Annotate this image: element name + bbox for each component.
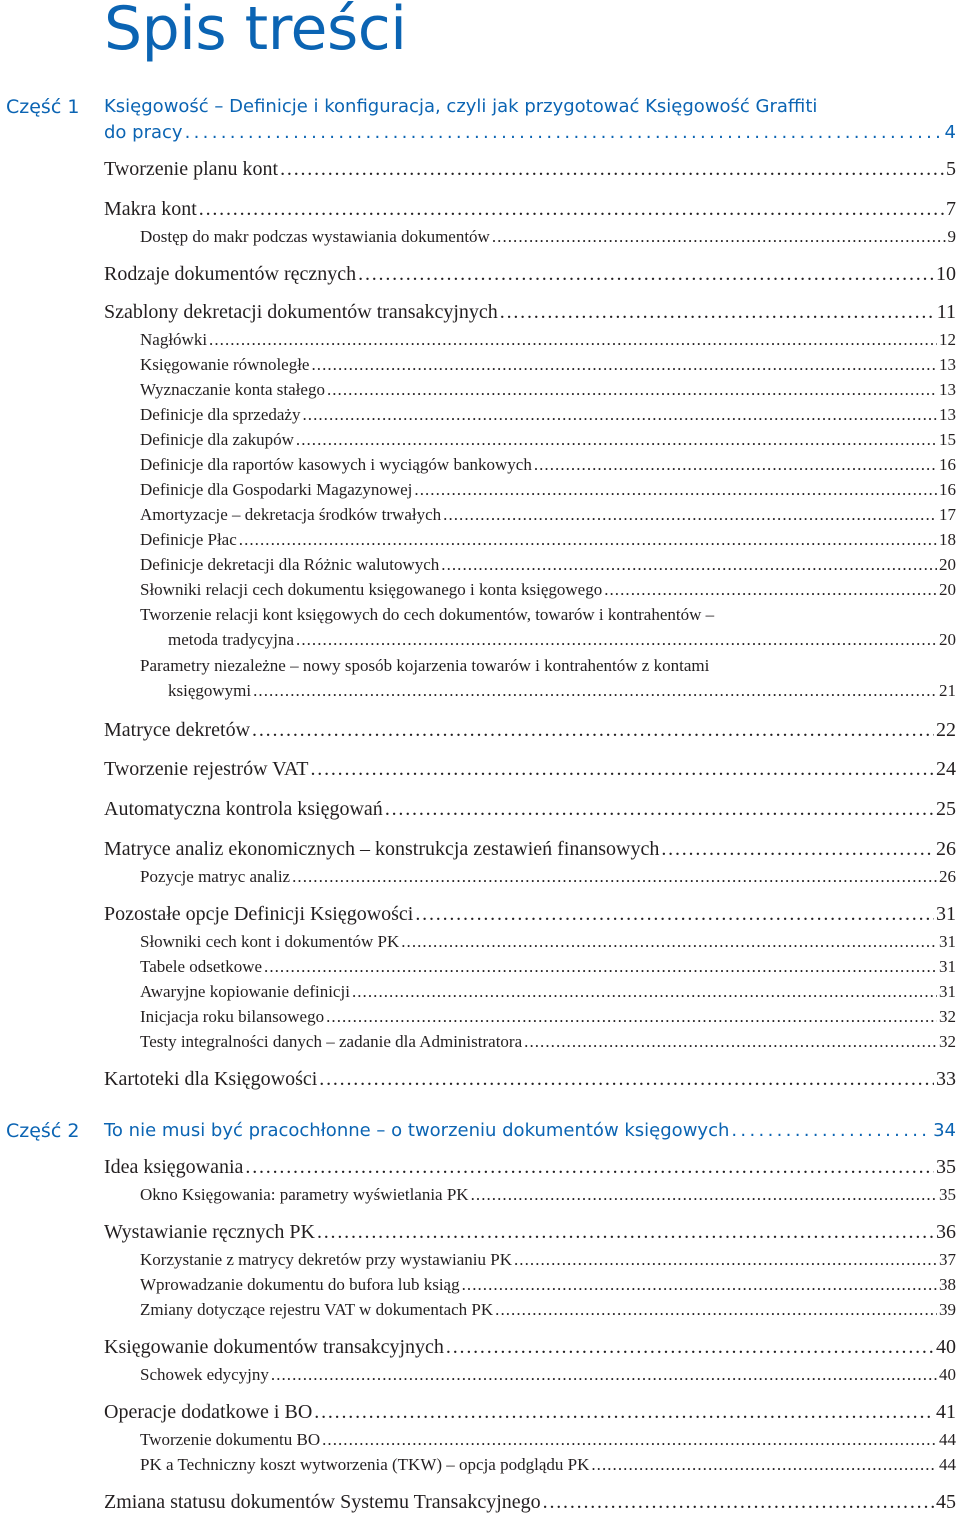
part-title[interactable] [104,1118,956,1144]
dot-leader [401,929,937,954]
dot-leader [495,1297,937,1322]
toc-entry-title: Parametry niezależne – nowy sposób kojarzenia towarów i kontrahentów z kontami [140,656,710,675]
toc-entry-line [104,155,956,183]
dot-leader [314,1398,934,1426]
toc-entry-page: 22 [936,719,956,741]
toc-entry-page: 38 [939,1275,956,1294]
toc-entry-page: 13 [939,405,956,424]
toc-entry[interactable] [104,1488,956,1516]
toc-entry[interactable] [140,1029,956,1054]
dot-leader [302,402,937,427]
dot-leader [591,1452,937,1477]
dot-leader [280,155,944,183]
toc-entry-line [140,224,956,249]
toc-entry[interactable] [104,755,956,783]
dot-leader [311,352,937,377]
toc-entry[interactable] [140,979,956,1004]
dot-leader [252,716,934,744]
toc-entry-title: Automatyczna kontrola księgowań [104,798,383,820]
toc-entry-line [140,1247,956,1272]
toc-entry-line [140,979,956,1004]
dot-leader [358,260,934,288]
dot-leader [296,427,937,452]
toc-entry[interactable] [104,195,956,223]
dot-leader [543,1488,934,1516]
toc-entry-page: 44 [939,1455,956,1474]
toc-entry-line [140,1004,956,1029]
toc-entry-title: Matryce analiz ekonomicznych – konstrukcja zestawień finansowych [104,838,660,860]
toc-entry-line [104,755,956,783]
toc-entry-title: Szablony dekretacji dokumentów transakcyjnych [104,301,498,323]
toc-entry-line [140,1182,956,1207]
toc-entry-page: 44 [939,1430,956,1449]
toc-entry-page: 20 [939,580,956,599]
dot-leader [492,224,946,249]
toc-entry-title: księgowymi [168,681,252,700]
toc-entry-page: 31 [939,932,956,951]
toc-entry-line [140,577,956,602]
toc-entry[interactable] [140,653,956,703]
toc-entry-title: To nie musi być pracochłonne – o tworzeniu dokumentów księgowych [104,1120,730,1141]
toc-entry[interactable] [140,427,956,452]
toc-entry-line [104,1218,956,1246]
toc-entry[interactable] [104,155,956,183]
toc-entry-title: Tworzenie dokumentu BO [140,1430,321,1449]
toc-entry-title: Rodzaje dokumentów ręcznych [104,263,357,285]
toc-entry-title: Definicje dla sprzedaży [140,405,301,424]
toc-entry-line [140,552,956,577]
toc-entry-line [104,1153,956,1181]
toc-entry-line [168,627,956,652]
toc-entry[interactable] [104,1153,956,1181]
toc-entry[interactable] [140,929,956,954]
toc-entry-line [104,835,956,863]
toc-entry-page: 12 [939,330,956,349]
toc-entry[interactable] [104,716,956,744]
toc-entry[interactable] [104,260,956,288]
toc-entry-title: Definicje dla raportów kasowych i wyciągów bankowych [140,455,532,474]
toc-entry[interactable] [140,1182,956,1207]
toc-entry[interactable] [140,1247,956,1272]
toc-entry-page: 9 [947,227,956,246]
toc-entry-page: 13 [939,380,956,399]
dot-leader [443,502,937,527]
dot-leader [209,327,937,352]
toc-entry[interactable] [104,1398,956,1426]
dot-leader [319,1065,934,1093]
toc-entry-line [104,1398,956,1426]
toc-entry[interactable] [140,1272,956,1297]
dot-leader [731,1118,931,1144]
toc-entry-line [104,195,956,223]
toc-entry-page: 35 [936,1156,956,1178]
toc-entry-title: Tworzenie relacji kont księgowych do cech dokumentów, towarów i kontrahentów – [140,605,715,624]
toc-entry-page: 7 [946,198,956,220]
part-label: Część 2 [6,1120,80,1142]
dot-leader [524,1029,937,1054]
toc-entry-title: Inicjacja roku bilansowego [140,1007,325,1026]
dot-leader [462,1272,937,1297]
toc-entry-title: Księgowanie dokumentów transakcyjnych [104,1336,444,1358]
toc-entry-title: Dostęp do makr podczas wystawiania dokumentów [140,227,490,246]
toc-entry-title: Słowniki relacji cech dokumentu księgowanego i konta księgowego [140,580,603,599]
dot-leader [326,1004,937,1029]
dot-leader [310,755,934,783]
toc-entry-title: Wprowadzanie dokumentu do bufora lub ksiąg [140,1275,460,1294]
part-title-line: Księgowość – Definicje i konfiguracja, czyli jak przygotować Księgowość Graffiti [104,96,818,117]
dot-leader [245,1153,934,1181]
toc-entry-line [104,260,956,288]
toc-entry-title: Tworzenie planu kont [104,158,279,180]
toc-entry-page: 33 [936,1068,956,1090]
toc-entry[interactable] [104,900,956,928]
toc-entry[interactable] [140,552,956,577]
toc-entry-page: 41 [936,1401,956,1423]
toc-entry-line [140,427,956,452]
part-label: Część 1 [6,96,80,118]
toc-entry[interactable] [140,402,956,427]
toc-entry[interactable] [140,352,956,377]
toc-entry-title: Słowniki cech kont i dokumentów PK [140,932,400,951]
toc-entry[interactable] [140,1362,956,1387]
toc-entry-title: Makra kont [104,198,197,220]
toc-entry-title: Matryce dekretów [104,719,251,741]
dot-leader [604,577,937,602]
dot-leader [500,298,935,326]
toc-entry-title: metoda tradycyjna [168,630,295,649]
part-title[interactable] [104,94,956,146]
toc-entry-line [104,1065,956,1093]
dot-leader [253,678,937,703]
toc-entry-title: Pozostałe opcje Definicji Księgowości [104,903,414,925]
toc-entry-line [140,527,956,552]
toc-entry-page: 13 [939,355,956,374]
toc-entry-page: 40 [939,1365,956,1384]
toc-entry[interactable] [140,1297,956,1322]
toc-entry-page: 15 [939,430,956,449]
toc-entry-page: 18 [939,530,956,549]
toc-entry-title: PK a Techniczny koszt wytworzenia (TKW) – opcja podglądu PK [140,1455,590,1474]
toc-entry-page: 16 [939,480,956,499]
toc-entry-page: 17 [939,505,956,524]
toc-entry[interactable] [140,377,956,402]
toc-entry-line [140,327,956,352]
toc-entry-title: Kartoteki dla Księgowości [104,1068,318,1090]
toc-entry-title: Awaryjne kopiowanie definicji [140,982,350,1001]
toc-entry-title: Nagłówki [140,330,208,349]
dot-leader [185,120,943,146]
toc-entry-page: 39 [939,1300,956,1319]
toc-entry-page: 37 [939,1250,956,1269]
toc-entry-page: 26 [936,838,956,860]
toc-entry[interactable] [140,577,956,602]
toc-entry[interactable] [104,1218,956,1246]
dot-leader [441,552,937,577]
toc-entry[interactable] [140,602,956,652]
dot-leader [385,795,934,823]
toc-entry-title: Amortyzacje – dekretacja środków trwałych [140,505,442,524]
dot-leader [446,1333,934,1361]
toc-entry-line [104,298,956,326]
toc-entry-title: Tworzenie rejestrów VAT [104,758,309,780]
toc-entry-page: 31 [939,982,956,1001]
toc-entry-line [140,1427,956,1452]
toc-entry-line [104,1488,956,1516]
toc-entry-title: Zmiana statusu dokumentów Systemu Transakcyjnego [104,1491,541,1513]
toc-entry-page: 21 [939,681,956,700]
dot-leader [199,195,944,223]
toc-entry-title: Testy integralności danych – zadanie dla Administratora [140,1032,523,1051]
dot-leader [414,477,937,502]
toc-entry-page: 31 [939,957,956,976]
toc-entry-line [104,795,956,823]
toc-entry[interactable] [104,1065,956,1093]
dot-leader [661,835,934,863]
toc-entry-page: 11 [936,301,956,323]
toc-entry-line [140,1362,956,1387]
toc-entry-line [140,929,956,954]
toc-entry-line [140,477,956,502]
toc-entry[interactable] [140,327,956,352]
dot-leader [514,1247,937,1272]
toc-entry-title: Zmiany dotyczące rejestru VAT w dokumentach PK [140,1300,494,1319]
toc-entry-line [104,716,956,744]
dot-leader [317,1218,934,1246]
toc-entry-title: Operacje dodatkowe i BO [104,1401,313,1423]
dot-leader [352,979,937,1004]
toc-entry-page: 20 [939,555,956,574]
dot-leader [322,1427,937,1452]
toc-entry-line [140,502,956,527]
dot-leader [471,1182,937,1207]
dot-leader [534,452,937,477]
dot-leader [271,1362,937,1387]
toc-entry[interactable] [140,954,956,979]
toc-entry-line [140,1029,956,1054]
toc-entry-page: 36 [936,1221,956,1243]
toc-entry[interactable] [140,502,956,527]
dot-leader [239,527,937,552]
toc-entry-page: 35 [939,1185,956,1204]
toc-entry[interactable] [140,1004,956,1029]
toc-entry-page: 45 [936,1491,956,1513]
toc-entry-title: Tabele odsetkowe [140,957,263,976]
toc-entry-title: Korzystanie z matrycy dekretów przy wystawianiu PK [140,1250,512,1269]
toc-entry-title: do pracy [104,122,183,143]
toc-entry-page: 26 [939,867,956,886]
toc-entry[interactable] [140,477,956,502]
toc-entry-title: Wyznaczanie konta stałego [140,380,325,399]
toc-entry-page: 40 [936,1336,956,1358]
toc-entry[interactable] [104,298,956,326]
dot-leader [292,864,937,889]
toc-entry[interactable] [140,452,956,477]
dot-leader [415,900,934,928]
toc-entry-line [140,1272,956,1297]
toc-entry-page: 34 [933,1120,956,1141]
page-title: Spis treści [104,0,407,64]
toc-entry[interactable] [104,835,956,863]
toc-entry-title: Definicje dekretacji dla Różnic walutowych [140,555,440,574]
toc-entry[interactable] [140,1452,956,1477]
toc-entry-title: Definicje Płac [140,530,237,549]
toc-entry[interactable] [104,795,956,823]
toc-entry[interactable] [104,1333,956,1361]
toc-entry-page: 25 [936,798,956,820]
toc-entry-line [140,1452,956,1477]
dot-leader [327,377,937,402]
toc-entry[interactable] [140,864,956,889]
toc-entry-title: Wystawianie ręcznych PK [104,1221,315,1243]
toc-entry-line [140,954,956,979]
toc-entry-line [104,120,956,146]
toc-entry-line [140,864,956,889]
toc-entry-page: 5 [946,158,956,180]
dot-leader [264,954,937,979]
toc-entry-page: 24 [936,758,956,780]
toc-entry-line [104,1118,956,1144]
toc-entry-line [104,900,956,928]
toc-entry-page: 20 [939,630,956,649]
toc-entry-page: 31 [936,903,956,925]
dot-leader [296,627,937,652]
toc-entry-line [168,678,956,703]
toc-entry-title: Definicje dla zakupów [140,430,294,449]
toc-entry-line [104,1333,956,1361]
toc-entry-page: 4 [944,122,956,143]
toc-entry-page: 16 [939,455,956,474]
toc-entry-line [140,1297,956,1322]
toc-entry-title: Pozycje matryc analiz [140,867,291,886]
toc-entry-line [140,452,956,477]
toc-entry[interactable] [140,224,956,249]
toc-entry-page: 10 [936,263,956,285]
toc-entry-line [140,377,956,402]
toc-entry-page: 32 [939,1007,956,1026]
toc-entry-line [140,352,956,377]
toc-entry[interactable] [140,1427,956,1452]
toc-entry[interactable] [140,527,956,552]
toc-entry-title: Księgowanie równoległe [140,355,310,374]
toc-entry-title: Schowek edycyjny [140,1365,269,1384]
toc-entry-title: Okno Księgowania: parametry wyświetlania PK [140,1185,469,1204]
toc-entry-line [140,402,956,427]
toc-entry-page: 32 [939,1032,956,1051]
toc-entry-title: Idea księgowania [104,1156,244,1178]
toc-entry-title: Definicje dla Gospodarki Magazynowej [140,480,413,499]
